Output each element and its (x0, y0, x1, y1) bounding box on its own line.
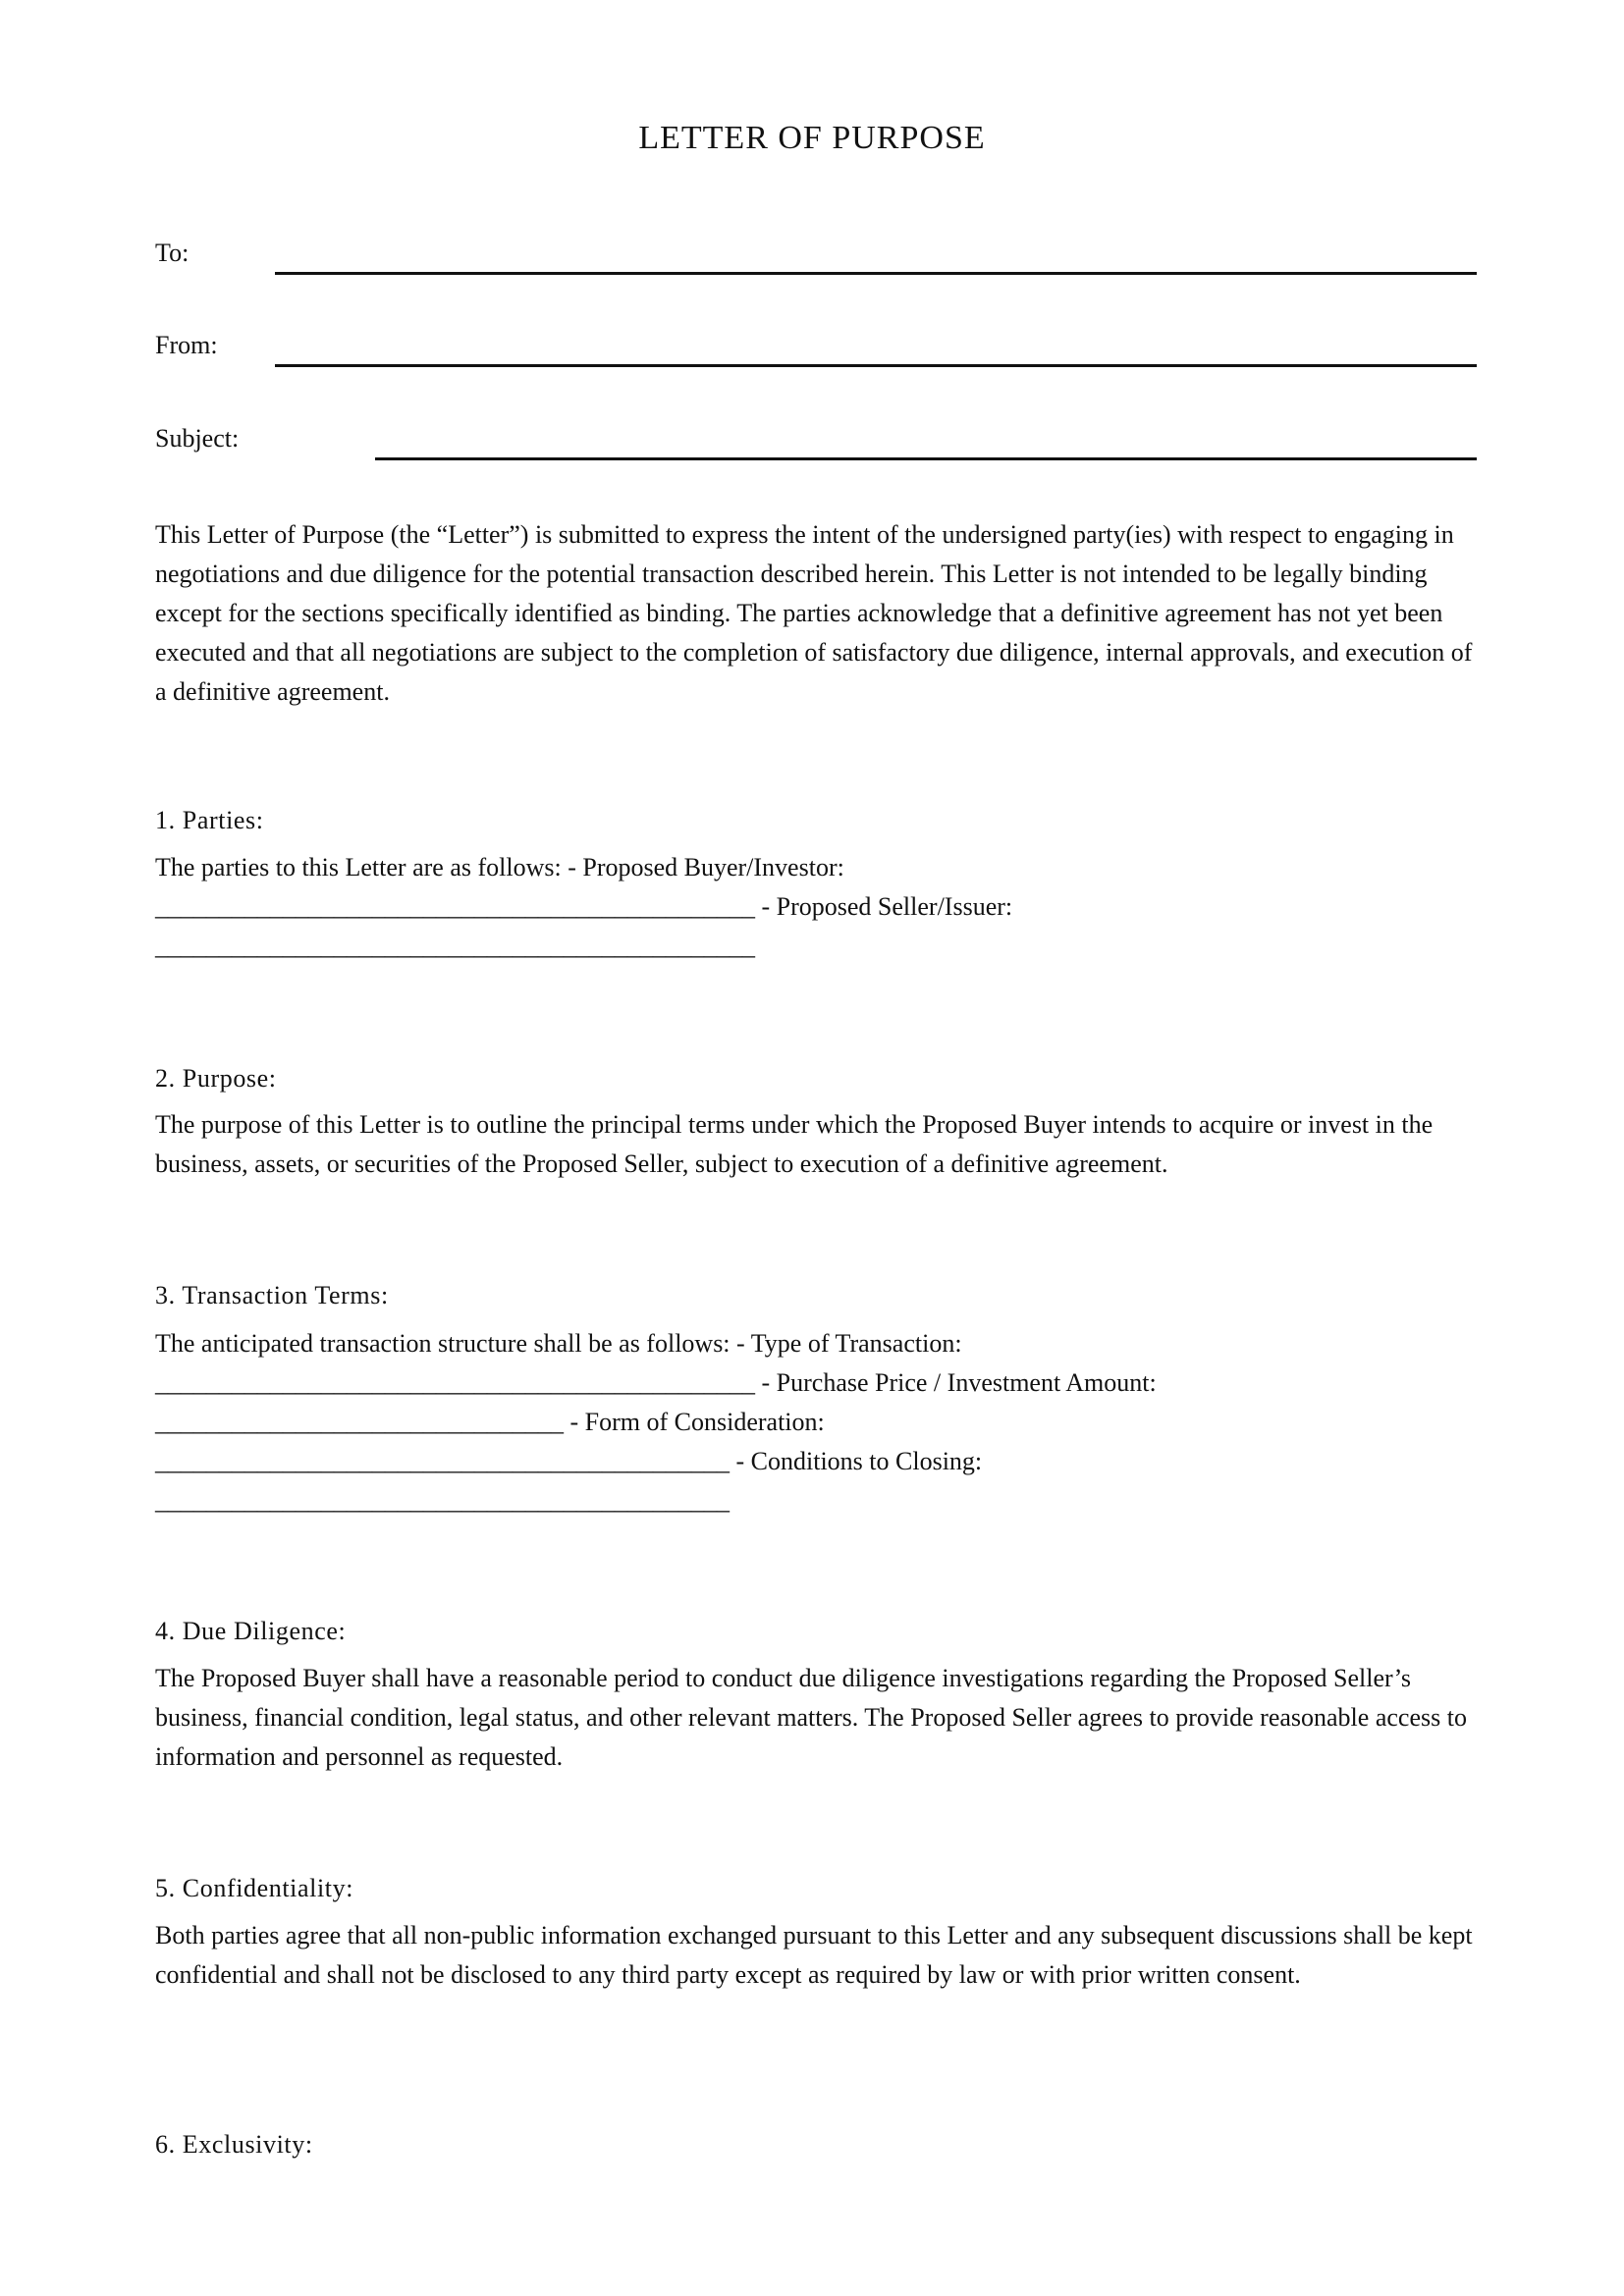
subject-label: Subject: (155, 424, 240, 453)
parties-line: The parties to this Letter are as follows: - Proposed Buyer/Investor: (155, 853, 844, 881)
section-body-parties (155, 848, 1481, 966)
transaction-terms-line: The anticipated transaction structure shall be as follows: - Type of Transaction: (155, 1329, 962, 1358)
section-body-purpose: The purpose of this Letter is to outline the principal terms under which the Proposed Buyer intends to acquire or invest in the business, assets, or securities of the Proposed Seller, subject to execution of a definitive agreement. (155, 1110, 1434, 1178)
section-body-confidentiality: Both parties agree that all non-public information exchanged pursuant to this Letter and any subsequent discussions shall be kept confidential and shall not be disclosed to any third party except as required by law or with prior written consent. (155, 1921, 1473, 1989)
transaction-terms-line: _____________________________________________ (155, 1486, 730, 1515)
section-heading-purpose: 2. Purpose: (155, 1064, 277, 1093)
section-body-transaction-terms (155, 1324, 1481, 1521)
section-heading-parties: 1. Parties: (155, 806, 264, 834)
section-heading-transaction-terms: 3. Transaction Terms: (155, 1281, 389, 1309)
subject-blank-line[interactable] (375, 457, 1477, 460)
to-field (155, 236, 1477, 275)
section-heading-due-diligence: 4. Due Diligence: (155, 1617, 347, 1645)
to-label: To: (155, 239, 189, 267)
section-heading-exclusivity: 6. Exclusivity: (155, 2130, 313, 2159)
to-blank-line[interactable] (275, 272, 1477, 275)
intro-paragraph: This Letter of Purpose (the “Letter”) is submitted to express the intent of the undersigned party(ies) with respect to engaging in negotiations and due diligence for the potential transaction described herein. This Letter is not intended to be legally binding except for the sections specifically identified as binding. The parties acknowledge that a definitive agreement has not yet been executed and that all negotiations are subject to the completion of satisfactory due diligence, internal approvals, and execution of a definitive agreement. (155, 520, 1473, 706)
from-blank-line[interactable] (275, 364, 1477, 367)
section-heading-confidentiality: 5. Confidentiality: (155, 1874, 354, 1902)
transaction-terms-line: ________________________________ - Form of Consideration: (155, 1408, 825, 1436)
transaction-terms-line: _____________________________________________ - Conditions to Closing: (155, 1447, 983, 1475)
document-title: LETTER OF PURPOSE (638, 120, 986, 156)
from-field (155, 328, 1477, 367)
from-label: From: (155, 331, 218, 359)
parties-line: _______________________________________________ (155, 932, 755, 960)
subject-field (155, 421, 1477, 460)
parties-line: _______________________________________________ - Proposed Seller/Issuer: (155, 892, 1013, 921)
section-body-due-diligence: The Proposed Buyer shall have a reasonable period to conduct due diligence investigations regarding the Proposed Seller’s business, financial condition, legal status, and other relevant matters. The Proposed Seller agrees to provide reasonable access to information and personnel as requested. (155, 1664, 1467, 1771)
transaction-terms-line: _______________________________________________ - Purchase Price / Investment Amount: (155, 1368, 1157, 1397)
